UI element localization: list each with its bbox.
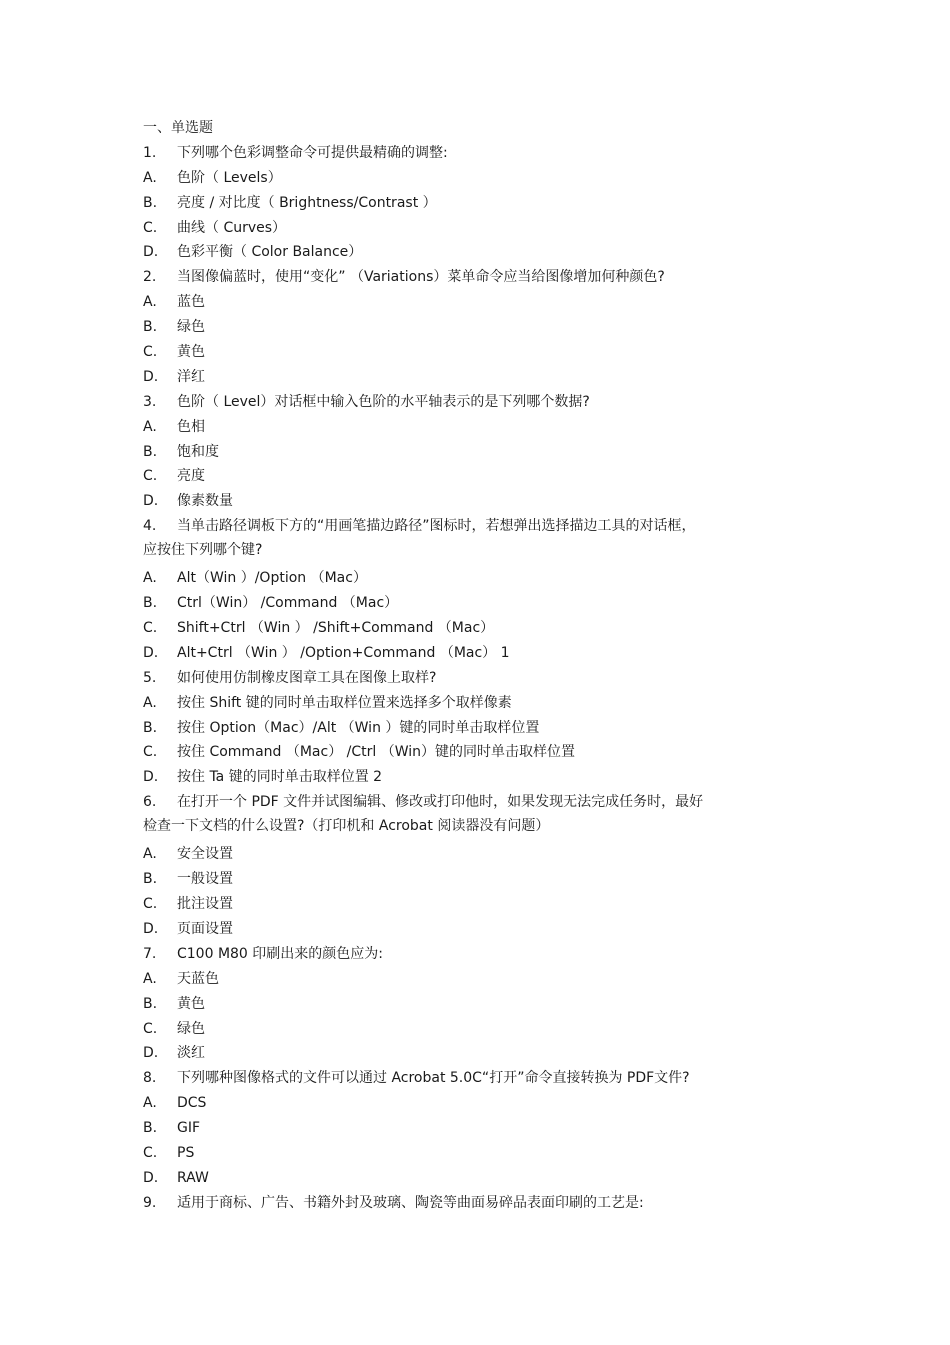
option-label: C. <box>143 744 158 761</box>
option-label: B. <box>143 1120 158 1137</box>
option-label: C. <box>143 344 158 361</box>
option-label: A. <box>143 418 157 435</box>
option-text: 安全设置 <box>177 846 233 863</box>
question <box>143 143 823 168</box>
option-text: 曲线（ Curves） <box>177 219 287 236</box>
question-number: 8. <box>143 1070 157 1087</box>
option-text: Alt（Win ）/Option （Mac） <box>177 570 367 587</box>
answer-option <box>143 969 823 994</box>
option-text: Ctrl（Win） /Command （Mac） <box>177 595 399 612</box>
question <box>143 392 823 417</box>
question-number: 6. <box>143 794 157 811</box>
option-label: D. <box>143 1169 159 1186</box>
question-text: 色阶（ Level）对话框中输入色阶的水平轴表示的是下列哪个数据? <box>177 393 590 410</box>
option-label: A. <box>143 1095 157 1112</box>
question-number: 2. <box>143 269 157 286</box>
option-text: 一般设置 <box>177 871 233 888</box>
option-label: A. <box>143 970 157 987</box>
answer-option <box>143 218 823 243</box>
answer-option <box>143 742 823 767</box>
option-label: B. <box>143 871 158 888</box>
section-title: 一、单选题 <box>143 120 213 136</box>
option-label: C. <box>143 468 158 485</box>
option-text: 按住 Command （Mac） /Ctrl （Win）键的同时单击取样位置 <box>177 744 576 761</box>
option-text: 天蓝色 <box>177 970 219 987</box>
question <box>143 944 823 969</box>
option-text: PS <box>177 1144 195 1161</box>
option-label: B. <box>143 595 158 612</box>
option-text: 绿色 <box>177 319 205 336</box>
option-text: 按住 Ta 键的同时单击取样位置 2 <box>177 769 383 786</box>
option-label: D. <box>143 920 159 937</box>
question-number: 4. <box>143 518 157 535</box>
question <box>143 792 823 840</box>
question <box>143 1193 823 1218</box>
question <box>143 516 823 564</box>
answer-option <box>143 292 823 317</box>
option-label: D. <box>143 769 159 786</box>
question-text: 下列哪个色彩调整命令可提供最精确的调整: <box>177 144 448 161</box>
answer-option <box>143 767 823 792</box>
answer-option <box>143 168 823 193</box>
answer-option <box>143 1019 823 1044</box>
question-number: 1. <box>143 144 157 161</box>
answer-option <box>143 342 823 367</box>
option-label: A. <box>143 570 157 587</box>
option-label: D. <box>143 244 159 261</box>
answer-option <box>143 643 823 668</box>
option-label: D. <box>143 644 159 661</box>
option-text: 批注设置 <box>177 896 233 913</box>
option-label: C. <box>143 620 158 637</box>
answer-option <box>143 869 823 894</box>
question <box>143 668 823 693</box>
option-text: 淡红 <box>177 1045 205 1062</box>
option-label: B. <box>143 194 158 211</box>
answer-option <box>143 718 823 743</box>
answer-option <box>143 1118 823 1143</box>
question-number: 7. <box>143 945 157 962</box>
option-label: A. <box>143 294 157 311</box>
option-text: 蓝色 <box>177 294 205 311</box>
option-label: A. <box>143 846 157 863</box>
question-text: 在打开一个 PDF 文件并试图编辑、修改或打印他时，如果发现无法完成任务时，最好 <box>177 794 704 811</box>
answer-option <box>143 568 823 593</box>
question-text: 下列哪种图像格式的文件可以通过 Acrobat 5.0C“打开”命令直接转换为 PDF文件? <box>177 1070 690 1087</box>
answer-option <box>143 242 823 267</box>
option-text: Alt+Ctrl （Win ） /Option+Command （Mac） 1 <box>177 644 510 661</box>
option-text: 按住 Shift 键的同时单击取样位置来选择多个取样像素 <box>177 694 512 711</box>
question-text: C100 M80 印刷出来的颜色应为: <box>177 945 384 962</box>
question-number: 5. <box>143 669 157 686</box>
option-text: 像素数量 <box>177 493 233 510</box>
question <box>143 1068 823 1093</box>
answer-option <box>143 1143 823 1168</box>
option-text: 页面设置 <box>177 920 233 937</box>
answer-option <box>143 593 823 618</box>
answer-option <box>143 367 823 392</box>
option-label: C. <box>143 219 158 236</box>
answer-option <box>143 844 823 869</box>
answer-option <box>143 994 823 1019</box>
answer-option <box>143 919 823 944</box>
option-text: GIF <box>177 1120 201 1137</box>
answer-option <box>143 442 823 467</box>
answer-option <box>143 491 823 516</box>
option-text: 饱和度 <box>177 443 219 460</box>
option-label: B. <box>143 719 158 736</box>
answer-option <box>143 1168 823 1193</box>
option-label: B. <box>143 443 158 460</box>
answer-option <box>143 693 823 718</box>
answer-option <box>143 417 823 442</box>
option-text: 黄色 <box>177 344 205 361</box>
question-text: 如何使用仿制橡皮图章工具在图像上取样? <box>177 669 437 686</box>
answer-option <box>143 894 823 919</box>
question-list <box>143 118 823 1218</box>
option-label: D. <box>143 368 159 385</box>
option-text: RAW <box>177 1169 209 1186</box>
question-number: 3. <box>143 393 157 410</box>
option-text: 色阶（ Levels） <box>177 169 282 186</box>
option-text: 绿色 <box>177 1020 205 1037</box>
option-text: 色相 <box>177 418 205 435</box>
option-text: DCS <box>177 1095 207 1112</box>
answer-option <box>143 193 823 218</box>
answer-option <box>143 618 823 643</box>
option-text: 亮度 / 对比度（ Brightness/Contrast ） <box>177 194 437 211</box>
option-label: B. <box>143 319 158 336</box>
option-label: A. <box>143 169 157 186</box>
question-text-continued: 应按住下列哪个键? <box>143 542 263 559</box>
option-label: D. <box>143 493 159 510</box>
option-text: Shift+Ctrl （Win ） /Shift+Command （Mac） <box>177 620 495 637</box>
option-label: C. <box>143 1144 158 1161</box>
question-text: 当单击路径调板下方的“用画笔描边路径”图标时，若想弹出选择描边工具的对话框， <box>177 518 696 535</box>
option-text: 黄色 <box>177 995 205 1012</box>
option-label: C. <box>143 896 158 913</box>
question <box>143 267 823 292</box>
answer-option <box>143 317 823 342</box>
question-text-continued: 检查一下文档的什么设置?（打印机和 Acrobat 阅读器没有问题） <box>143 818 550 835</box>
answer-option <box>143 1093 823 1118</box>
option-label: C. <box>143 1020 158 1037</box>
question-text: 当图像偏蓝时，使用“变化” （Variations）菜单命令应当给图像增加何种颜色? <box>177 269 665 286</box>
question-number: 9. <box>143 1194 157 1211</box>
option-text: 色彩平衡（ Color Balance） <box>177 244 363 261</box>
option-label: D. <box>143 1045 159 1062</box>
option-text: 洋红 <box>177 368 205 385</box>
option-label: A. <box>143 694 157 711</box>
option-text: 亮度 <box>177 468 205 485</box>
option-text: 按住 Option（Mac）/Alt （Win ）键的同时单击取样位置 <box>177 719 540 736</box>
question-text: 适用于商标、广告、书籍外封及玻璃、陶瓷等曲面易碎品表面印刷的工艺是: <box>177 1194 644 1211</box>
answer-option <box>143 1043 823 1068</box>
option-label: B. <box>143 995 158 1012</box>
answer-option <box>143 466 823 491</box>
